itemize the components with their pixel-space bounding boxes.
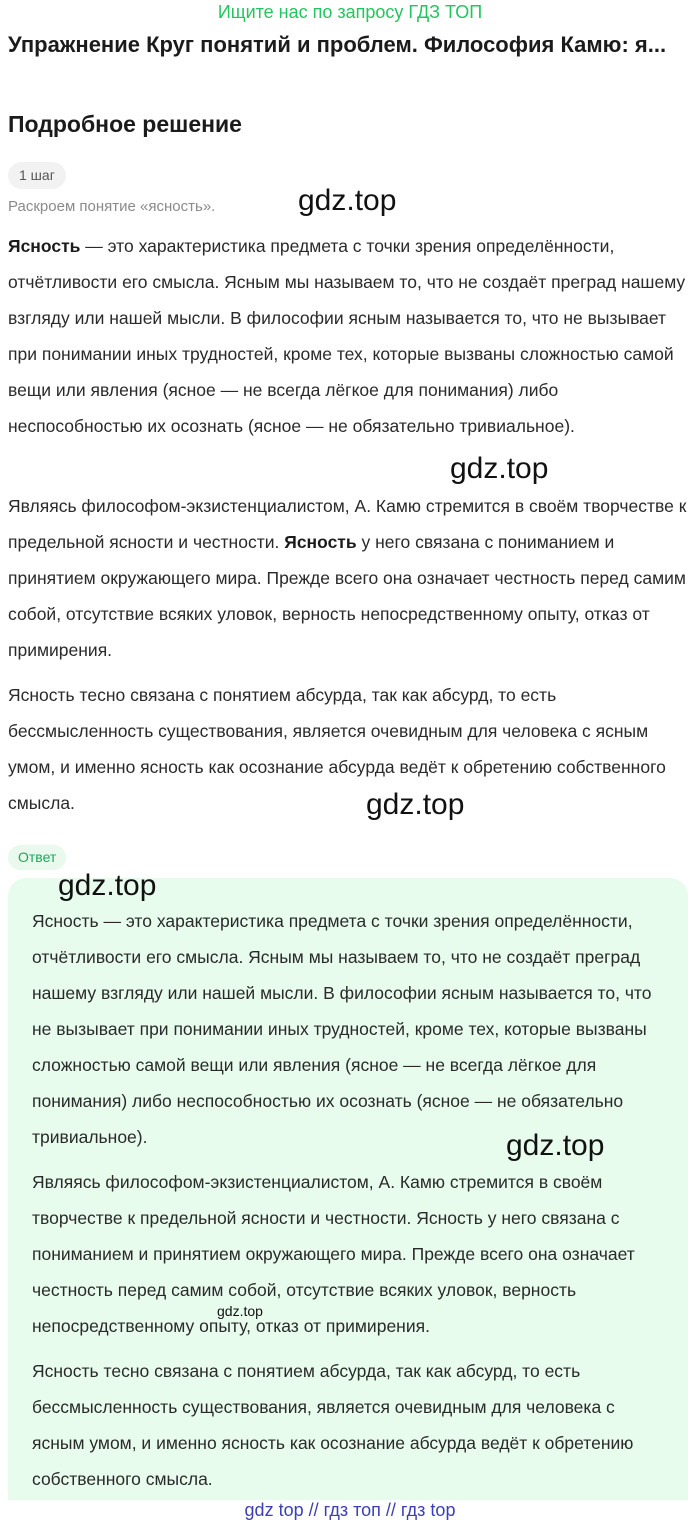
solution-paragraph-3: Ясность тесно связана с понятием абсурда, так как абсурд, то есть бессмысленность существования, является очевидным для человека с ясным умом, и именно ясность как осознание абсурда ведёт к обретению собственного смысла. (8, 685, 666, 813)
paragraph-text: Являясь философом-экзистенциалистом, А. Камю стремится в своём творчестве к предельной ясности и честности. (8, 496, 687, 552)
term-bold: Ясность (284, 532, 357, 552)
page-title: Упражнение Круг понятий и проблем. Философия Камю: я... (8, 32, 667, 57)
watermark: gdz.top (450, 452, 549, 485)
watermark: gdz.top (506, 1129, 605, 1162)
step-intro: Раскроем понятие «ясность». (8, 198, 216, 215)
paragraph-text: — это характеристика предмета с точки зрения определённости, отчётливости его смысла. Ясным мы называем то, что не создаёт преград нашему взгляду или нашей мысли. В философии ясным называется то, что не вызывает при понимании иных трудностей, кроме тех, которые вызваны сложностью самой вещи или явления (ясное — не всегда лёгкое для понимания) либо неспособностью их осознать (ясное — не обязательно тривиальное). (8, 236, 686, 436)
paragraph-text: у него связана с пониманием и принятием окружающего мира. Прежде всего она означает честность перед самим собой, отсутствие всяких уловок, верность непосредственному опыту, отказ от примирения. (8, 532, 686, 660)
answer-badge: Ответ (8, 845, 66, 870)
search-banner: Ищите нас по запросу ГДЗ ТОП (217, 2, 483, 22)
watermark: gdz.top (58, 869, 157, 902)
watermark: gdz.top (366, 788, 465, 821)
answer-paragraph-2: Являясь философом-экзистенциалистом, А. Камю стремится в своём творчестве к предельной ясности и честности. Ясность у него связана с пониманием и принятием окружающего мира. Прежде всего она означает честность перед самим собой, отсутствие всяких уловок, верность непосредственному опыту, отказ от примирения. (32, 1172, 635, 1336)
section-title: Подробное решение (8, 111, 242, 137)
step-badge: 1 шаг (8, 162, 66, 189)
solution-paragraph-2 (8, 488, 692, 668)
watermark: gdz.top (217, 1303, 263, 1319)
solution-paragraph-1 (8, 228, 692, 444)
answer-paragraph-3: Ясность тесно связана с понятием абсурда, так как абсурд, то есть бессмысленность существования, является очевидным для человека с ясным умом, и именно ясность как осознание абсурда ведёт к обретению собственного смысла. (32, 1361, 634, 1489)
footer-watermark: gdz top // гдз топ // гдз top (244, 1500, 456, 1520)
watermark: gdz.top (298, 184, 397, 217)
term-bold: Ясность (8, 236, 81, 256)
answer-paragraph-1: Ясность — это характеристика предмета с точки зрения определённости, отчётливости его смысла. Ясным мы называем то, что не создаёт преград нашему взгляду или нашей мысли. В философии ясным называется то, что не вызывает при понимании иных трудностей, кроме тех, которые вызваны сложностью самой вещи или явления (ясное — не всегда лёгкое для понимания) либо неспособностью их осознать (ясное — не обязательно тривиальное). (32, 911, 652, 1147)
